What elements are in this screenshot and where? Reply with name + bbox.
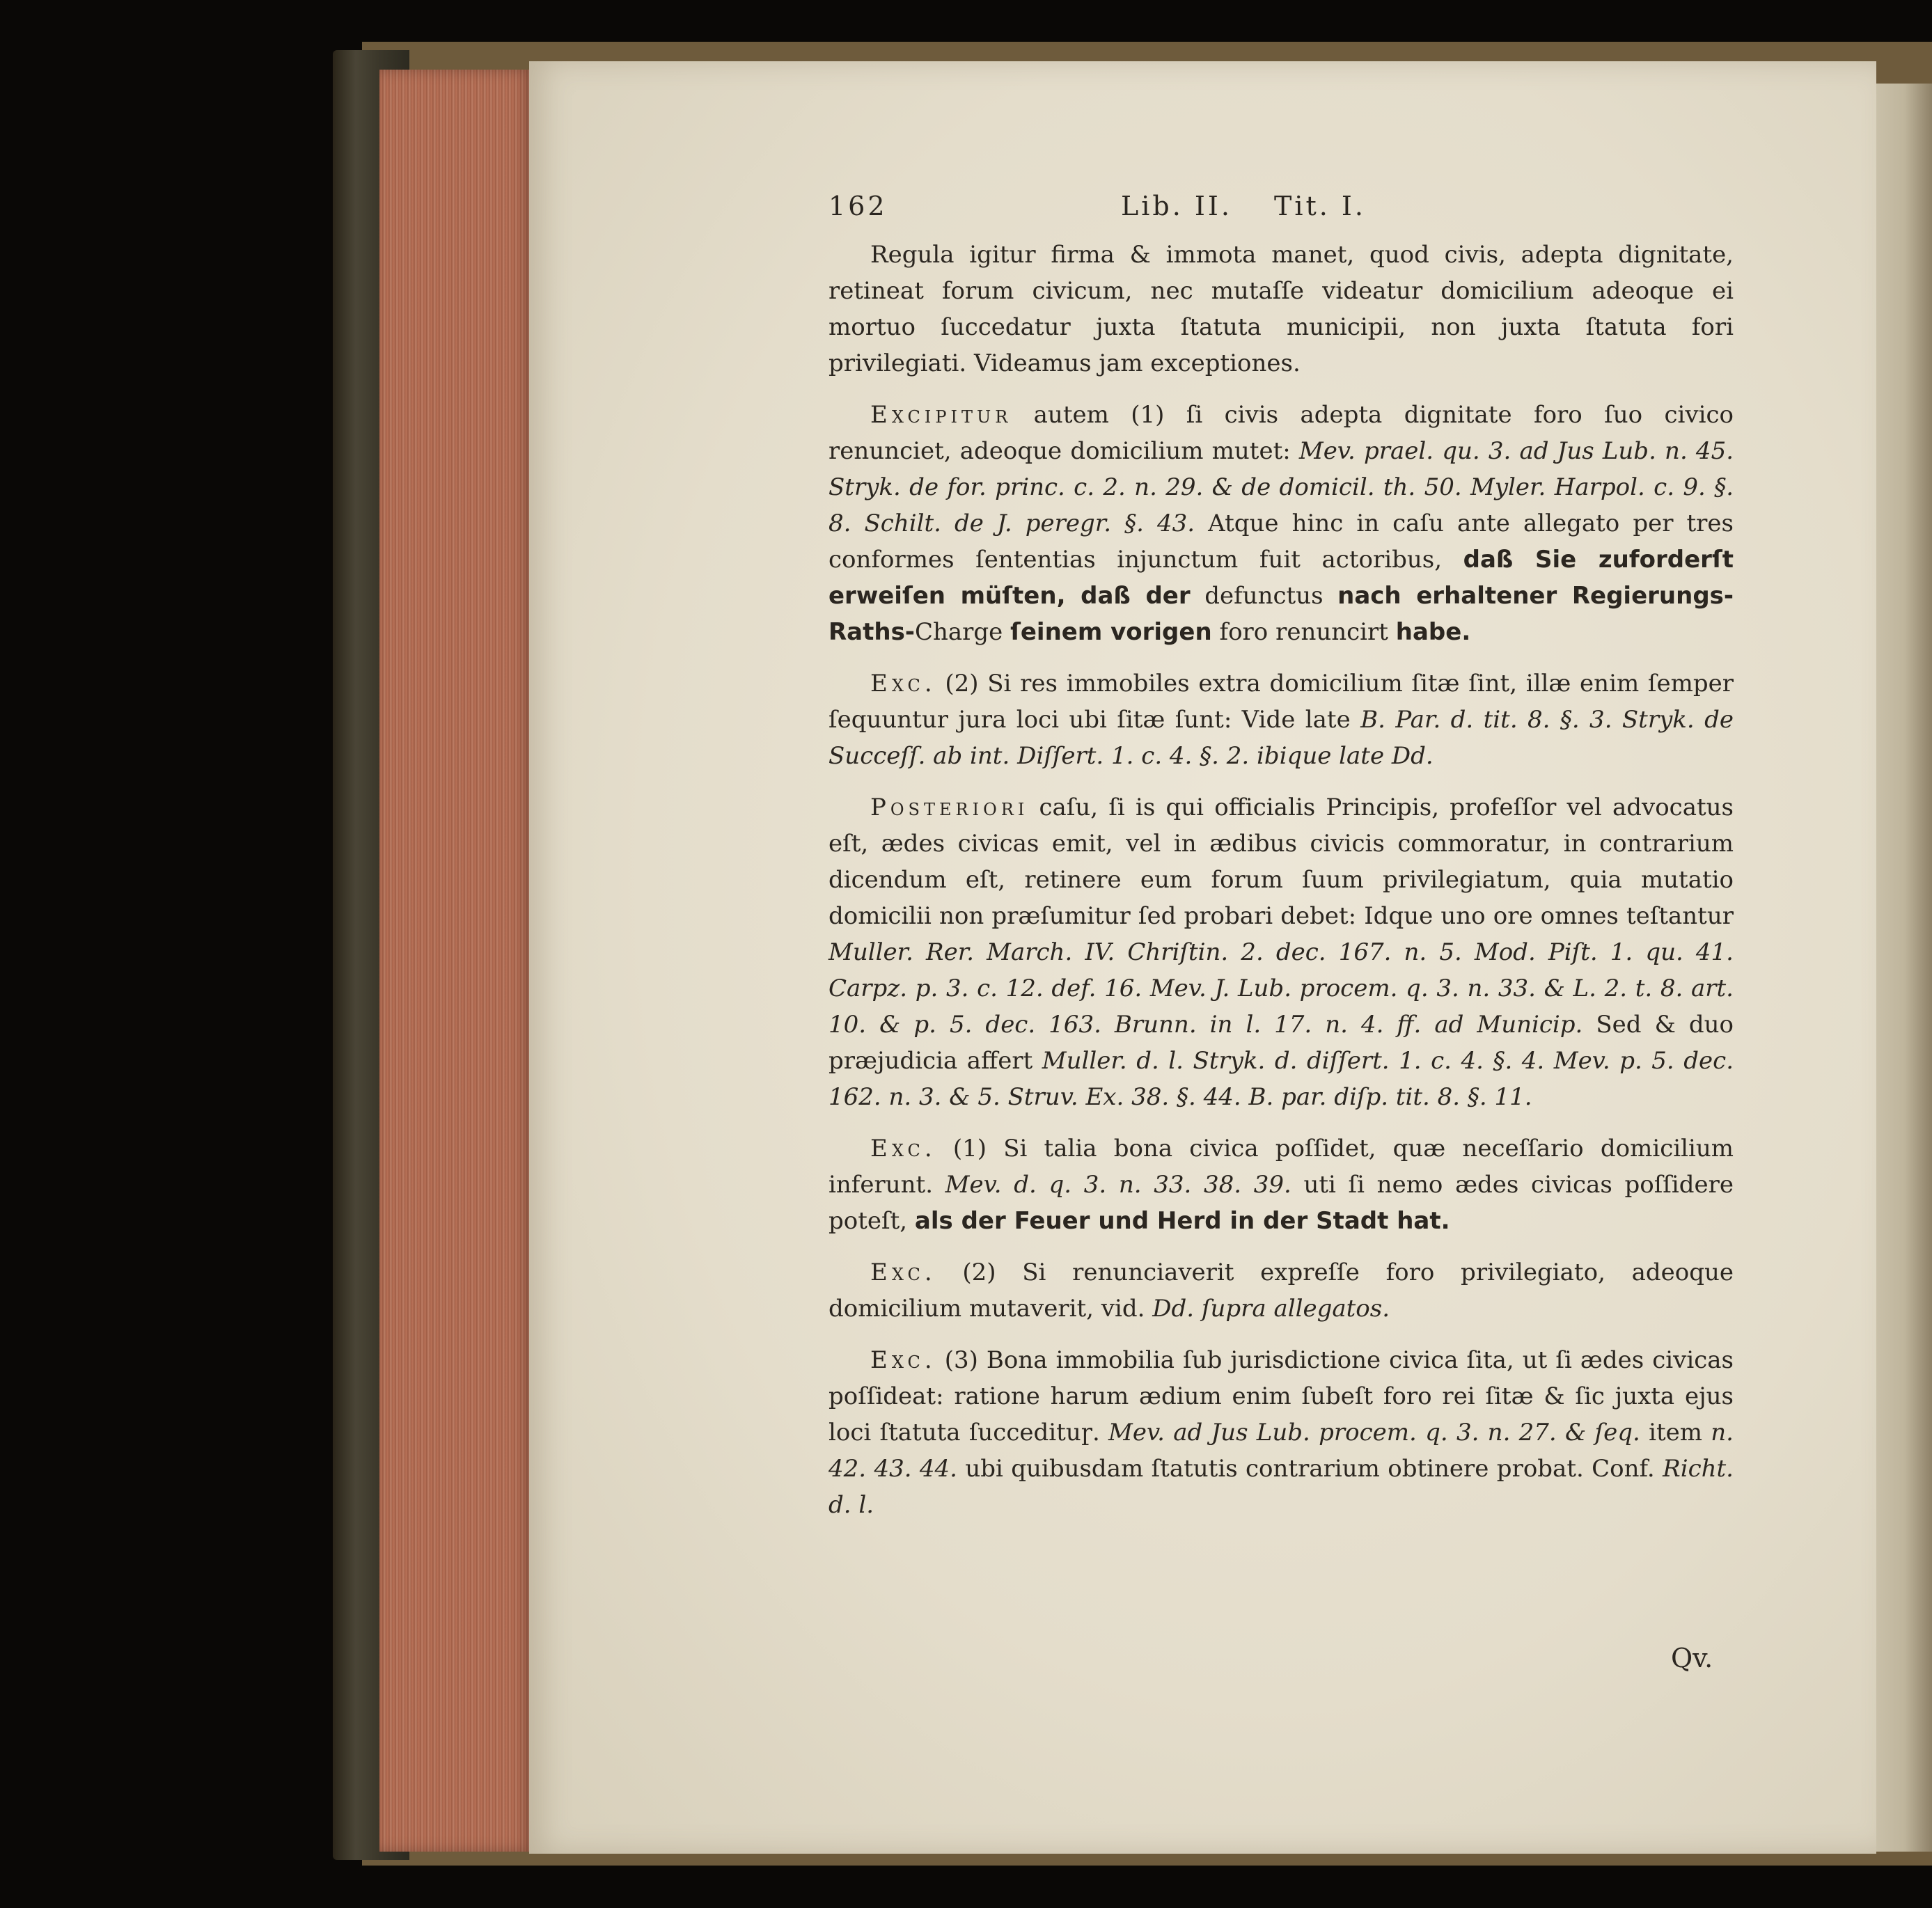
paragraph-2-german-3: ſeinem vorigen bbox=[1010, 618, 1212, 646]
paragraph-5-ref: Mev. d. q. 3. n. 33. 38. 39. bbox=[945, 1171, 1291, 1199]
paragraph-7-ref-2: n. 42. 43. 44. bbox=[828, 1419, 1734, 1483]
running-head bbox=[828, 188, 1734, 237]
paragraph-4-ref-2: Muller. d. l. Stryk. d. diſſert. 1. c. 4. §. 4. Mev. p. 5. dec. 162. n. 3. & 5. Struv. Ex. 38. §. 44. B. par. diſp. tit. 8. §. 11. bbox=[828, 1047, 1734, 1111]
paragraph-4-lead: Posteriori bbox=[870, 794, 1029, 821]
paragraph-4-ref-1: Muller. Rer. March. IV. Chriſtin. 2. dec. 167. n. 5. Mod. Piſt. 1. qu. 41. Carpz. p. 3. c. 12. def. 16. Mev. J. Lub. procem. q. 3. n. 33. & L. 2. t. 8. art. 10. & p. 5. dec. 163. Brunn. in l. 17. n. 4. ff. ad Municip. bbox=[828, 938, 1734, 1039]
paragraph-4-text2: Sed & duo præjudicia affert bbox=[828, 1011, 1734, 1075]
paragraph-7-text2: item bbox=[1640, 1419, 1711, 1446]
title-label: Tit. I. bbox=[1273, 191, 1367, 221]
paragraph-6-lead: Exc. bbox=[870, 1259, 936, 1286]
paragraph-2-text4: Charge bbox=[914, 618, 1011, 646]
paragraph-6-ref: Dd. ſupra allegatos. bbox=[1152, 1295, 1390, 1323]
paragraph-7-lead: Exc. bbox=[870, 1346, 936, 1374]
paragraph-5-german: als der Feuer und Herd in der Stadt hat. bbox=[914, 1207, 1450, 1235]
paragraph-2-text2: Atque hinc in caſu ante allegato per tres conformes ſententias injunctum fuit actoribus, bbox=[828, 510, 1734, 574]
page-number: 162 bbox=[828, 191, 888, 221]
paragraph-3-text: (2) Si res immobiles extra domicilium ſitæ ſint, illæ enim ſemper ſequuntur jura loci ubi ſitæ ſunt: Vide late bbox=[828, 670, 1734, 734]
paragraph-2-german-1: daß Sie zuforderſt erweiſen müſten, daß der bbox=[828, 546, 1734, 610]
paragraph-5-lead: Exc. bbox=[870, 1135, 936, 1162]
next-page-edge bbox=[1876, 84, 1932, 1852]
paragraph-6-text: (2) Si renunciaverit expreſſe foro privilegiato, adeoque domicilium mutaverit, vid. bbox=[828, 1259, 1734, 1323]
paragraph-7-text3: ubi quibusdam ſtatutis contrarium obtinere probat. Conf. bbox=[957, 1455, 1663, 1483]
paragraph-2-german-4: habe. bbox=[1395, 618, 1471, 646]
paragraph-7 bbox=[828, 1342, 1734, 1523]
paragraph-7-text: (3) Bona immobilia ſub jurisdictione civica ſita, ut ſi ædes civicas poſſideat: ratione harum ædium enim ſubeſt foro rei ſitæ & ſic juxta ejus loci ſtatuta ſuccedituɼ. bbox=[828, 1346, 1734, 1446]
paragraph-2-text5: foro renuncirt bbox=[1211, 618, 1396, 646]
paragraph-2 bbox=[828, 397, 1734, 650]
paragraph-5 bbox=[828, 1130, 1734, 1239]
catchword: Qv. bbox=[1671, 1643, 1713, 1673]
paragraph-4 bbox=[828, 789, 1734, 1115]
paragraph-5-text2: uti ſi nemo ædes civicas poſſidere poteſt, bbox=[828, 1171, 1734, 1235]
paragraph-7-ref-3: Richt. d. l. bbox=[828, 1455, 1734, 1519]
paragraph-2-text: autem (1) ſi civis adepta dignitate foro ſuo civico renunciet, adeoque domicilium mutet: bbox=[828, 401, 1734, 465]
paragraph-2-text3: defunctus bbox=[1190, 582, 1338, 610]
paragraph-2-ref: Mev. prael. qu. 3. ad Jus Lub. n. 45. Stryk. de for. princ. c. 2. n. 29. & de domicil. th. 50. Myler. Harpol. c. 9. §. 8. Schilt. de J. peregr. §. 43. bbox=[828, 437, 1734, 537]
paragraph-2-lead: Excipitur bbox=[870, 401, 1012, 429]
paragraph-2-german-2: nach erhaltener Regierungs-Raths- bbox=[828, 582, 1734, 646]
text-block bbox=[828, 188, 1734, 1538]
paragraph-3-ref: B. Par. d. tit. 8. §. 3. Stryk. de Succeſſ. ab int. Diſſert. 1. c. 4. §. 2. ibique late Dd. bbox=[828, 706, 1734, 770]
paragraph-1 bbox=[828, 237, 1734, 381]
paragraph-3 bbox=[828, 665, 1734, 774]
paragraph-7-ref-1: Mev. ad Jus Lub. procem. q. 3. n. 27. & ſeq. bbox=[1108, 1419, 1640, 1446]
paragraph-4-text: caſu, ſi is qui officialis Principis, profeſſor vel advocatus eſt, ædes civicas emit, vel in ædibus civicis commoratur, in contrarium dicendum eſt, retinere eum forum ſuum privilegiatum, quia mutatio domicilii non præſumitur ſed probari debet: Idque uno ore omnes teſtantur bbox=[828, 794, 1734, 930]
paragraph-3-lead: Exc. bbox=[870, 670, 936, 697]
page-edges bbox=[379, 70, 533, 1852]
book-label: Lib. II. bbox=[1121, 191, 1232, 221]
paragraph-5-text: (1) Si talia bona civica poſſidet, quæ neceſſario domicilium inferunt. bbox=[828, 1135, 1734, 1199]
paragraph-1-text: Regula igitur firma & immota manet, quod civis, adepta dignitate, retineat forum civicum, nec mutaſſe videatur domicilium adeoque ei mortuo ſuccedatur juxta ſtatuta municipii, non juxta ſtatuta fori privilegiati. Videamus jam exceptiones. bbox=[828, 241, 1734, 377]
paragraph-6 bbox=[828, 1254, 1734, 1327]
